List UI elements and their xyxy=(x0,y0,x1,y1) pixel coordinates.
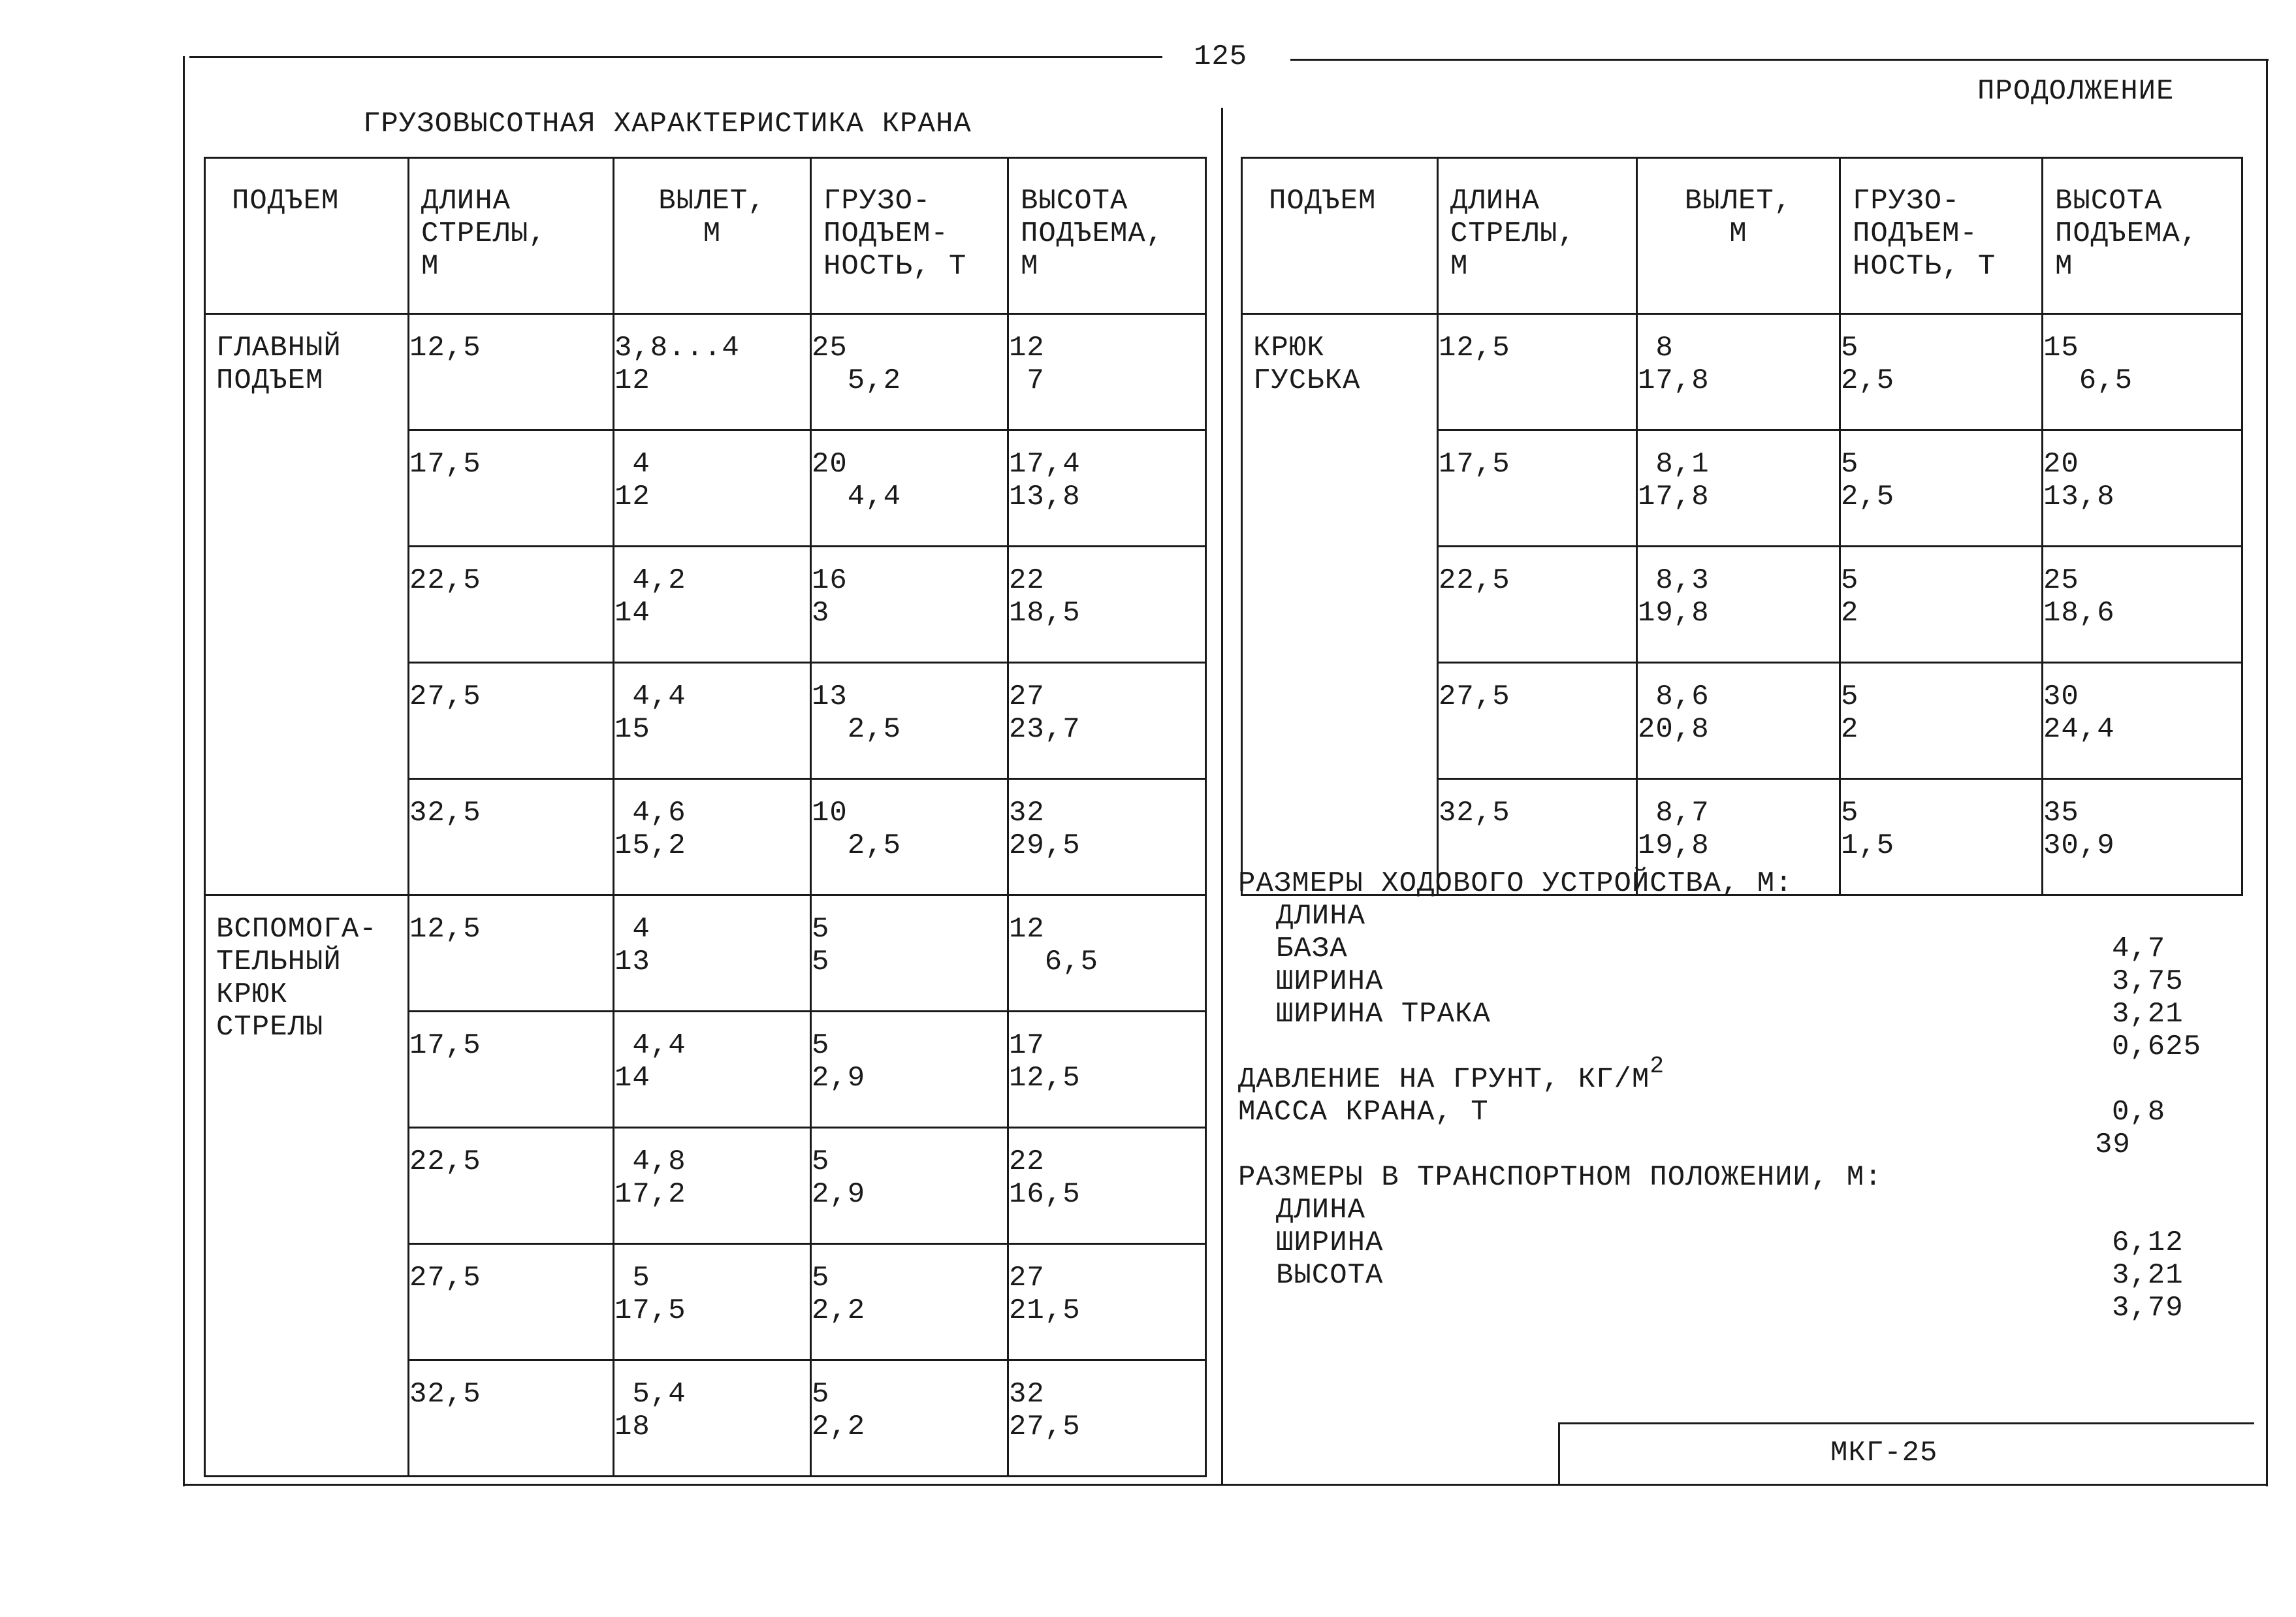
capacity-cell: 5 2,5 xyxy=(1840,314,2043,430)
header-capacity: ГРУЗО- ПОДЪЕМ- НОСТЬ, Т xyxy=(811,158,1008,314)
model-box-left xyxy=(1558,1422,1560,1485)
reach-cell: 5 17,5 xyxy=(614,1244,811,1360)
reach-cell: 8,7 19,8 xyxy=(1637,779,1840,895)
reach-cell: 5,4 18 xyxy=(614,1360,811,1477)
height-cell: 30 24,4 xyxy=(2043,663,2242,779)
boom-length-cell: 12,5 xyxy=(409,314,614,430)
header-reach: ВЫЛЕТ, М xyxy=(614,158,811,314)
boom-length-cell: 32,5 xyxy=(409,1360,614,1477)
spec-label: БАЗА xyxy=(1276,933,1348,965)
model-label: МКГ-25 xyxy=(1830,1437,1938,1469)
spec-value: 3,21 xyxy=(2112,1259,2184,1292)
height-cell: 20 13,8 xyxy=(2043,430,2242,547)
capacity-cell: 5 2 xyxy=(1840,663,2043,779)
boom-length-cell: 27,5 xyxy=(1438,663,1637,779)
boom-length-cell: 27,5 xyxy=(409,663,614,779)
spec-value: 3,79 xyxy=(2112,1292,2184,1324)
capacity-cell: 5 2,2 xyxy=(811,1360,1008,1477)
boom-length-cell: 22,5 xyxy=(409,547,614,663)
table-row xyxy=(1242,314,2242,430)
frame-top-left xyxy=(189,56,1162,58)
pressure-exponent: 2 xyxy=(1650,1053,1665,1080)
capacity-cell: 5 5 xyxy=(811,895,1008,1012)
header-lift: ПОДЪЕМ xyxy=(205,158,409,314)
header-height: ВЫСОТА ПОДЪЕМА, М xyxy=(2043,158,2242,314)
capacity-cell: 25 5,2 xyxy=(811,314,1008,430)
height-cell: 17 12,5 xyxy=(1008,1012,1206,1128)
boom-length-cell: 12,5 xyxy=(1438,314,1637,430)
height-cell: 12 7 xyxy=(1008,314,1206,430)
header-height: ВЫСОТА ПОДЪЕМА, М xyxy=(1008,158,1206,314)
capacity-cell: 16 3 xyxy=(811,547,1008,663)
boom-length-cell: 27,5 xyxy=(409,1244,614,1360)
spec-label: ШИРИНА ТРАКА xyxy=(1276,998,1491,1031)
transport-title: РАЗМЕРЫ В ТРАНСПОРТНОМ ПОЛОЖЕНИИ, М: xyxy=(1238,1161,1883,1194)
capacity-cell: 13 2,5 xyxy=(811,663,1008,779)
mass-value: 39 xyxy=(2095,1129,2131,1161)
reach-cell: 4 13 xyxy=(614,895,811,1012)
header-capacity: ГРУЗО- ПОДЪЕМ- НОСТЬ, Т xyxy=(1840,158,2043,314)
group-auxiliary-hook: ВСПОМОГА- ТЕЛЬНЫЙ КРЮК СТРЕЛЫ xyxy=(205,895,409,1477)
header-boom-length: ДЛИНА СТРЕЛЫ, М xyxy=(409,158,614,314)
reach-cell: 4 12 xyxy=(614,430,811,547)
pressure-label-text: ДАВЛЕНИЕ НА ГРУНТ, КГ/М xyxy=(1238,1063,1650,1096)
capacity-cell: 5 2,9 xyxy=(811,1012,1008,1128)
reach-cell: 4,4 14 xyxy=(614,1012,811,1128)
capacity-cell: 10 2,5 xyxy=(811,779,1008,895)
header-lift: ПОДЪЕМ xyxy=(1242,158,1438,314)
mass-label: МАССА КРАНА, Т xyxy=(1238,1096,1489,1129)
group-main-lift: ГЛАВНЫЙ ПОДЪЕМ xyxy=(205,314,409,895)
spec-label: ДЛИНА xyxy=(1276,1194,1366,1226)
reach-cell: 8,1 17,8 xyxy=(1637,430,1840,547)
group-jib-hook: КРЮК ГУСЬКА xyxy=(1242,314,1438,895)
boom-length-cell: 17,5 xyxy=(409,430,614,547)
reach-cell: 8,6 20,8 xyxy=(1637,663,1840,779)
spec-value: 3,21 xyxy=(2112,998,2184,1031)
boom-length-cell: 17,5 xyxy=(1438,430,1637,547)
spec-value: 3,75 xyxy=(2112,965,2184,998)
frame-left xyxy=(183,56,185,1486)
header-boom-length: ДЛИНА СТРЕЛЫ, М xyxy=(1438,158,1637,314)
capacity-cell: 5 2,5 xyxy=(1840,430,2043,547)
reach-cell: 4,6 15,2 xyxy=(614,779,811,895)
header-reach: ВЫЛЕТ, М xyxy=(1637,158,1840,314)
model-box-top xyxy=(1558,1422,2254,1424)
table-row xyxy=(205,895,1206,1012)
boom-length-cell: 32,5 xyxy=(1438,779,1637,895)
pressure-value: 0,8 xyxy=(2112,1096,2166,1129)
spec-label: ШИРИНА xyxy=(1276,1226,1384,1259)
height-cell: 25 18,6 xyxy=(2043,547,2242,663)
frame-bottom xyxy=(183,1484,2268,1486)
height-cell: 32 27,5 xyxy=(1008,1360,1206,1477)
boom-length-cell: 22,5 xyxy=(409,1128,614,1244)
frame-right xyxy=(2266,59,2268,1486)
reach-cell: 4,4 15 xyxy=(614,663,811,779)
height-cell: 17,4 13,8 xyxy=(1008,430,1206,547)
spec-label: ДЛИНА xyxy=(1276,900,1366,933)
frame-top-right xyxy=(1290,59,2269,61)
height-cell: 12 6,5 xyxy=(1008,895,1206,1012)
boom-length-cell: 32,5 xyxy=(409,779,614,895)
reach-cell: 4,2 14 xyxy=(614,547,811,663)
reach-cell: 8 17,8 xyxy=(1637,314,1840,430)
capacity-cell: 5 2 xyxy=(1840,547,2043,663)
crane-specs xyxy=(1238,835,2202,1324)
reach-cell: 4,8 17,2 xyxy=(614,1128,811,1244)
height-cell: 22 18,5 xyxy=(1008,547,1206,663)
left-load-table xyxy=(204,157,1207,1477)
spec-label: ШИРИНА xyxy=(1276,965,1384,998)
boom-length-cell: 22,5 xyxy=(1438,547,1637,663)
height-cell: 22 16,5 xyxy=(1008,1128,1206,1244)
capacity-cell: 20 4,4 xyxy=(811,430,1008,547)
page-title: ГРУЗОВЫСОТНАЯ ХАРАКТЕРИСТИКА КРАНА xyxy=(363,108,972,140)
spec-value: 0,625 xyxy=(2112,1031,2202,1063)
height-cell: 15 6,5 xyxy=(2043,314,2242,430)
frame-center-divider xyxy=(1221,108,1223,1484)
spec-label: ВЫСОТА xyxy=(1276,1259,1384,1292)
capacity-cell: 5 2,9 xyxy=(811,1128,1008,1244)
capacity-cell: 5 2,2 xyxy=(811,1244,1008,1360)
boom-length-cell: 12,5 xyxy=(409,895,614,1012)
boom-length-cell: 17,5 xyxy=(409,1012,614,1128)
page-number: 125 xyxy=(1194,40,1248,73)
spec-value: 6,12 xyxy=(2112,1226,2184,1259)
table-header-row xyxy=(1242,158,2242,314)
reach-cell: 8,3 19,8 xyxy=(1637,547,1840,663)
table-row xyxy=(205,314,1206,430)
transport-title-row xyxy=(1238,1129,1883,1194)
right-load-table xyxy=(1241,157,2243,896)
spec-value: 4,7 xyxy=(2112,933,2166,965)
height-cell: 32 29,5 xyxy=(1008,779,1206,895)
height-cell: 27 21,5 xyxy=(1008,1244,1206,1360)
undercarriage-title: РАЗМЕРЫ ХОДОВОГО УСТРОЙСТВА, М: xyxy=(1238,867,1793,900)
height-cell: 35 30,9 xyxy=(2043,779,2242,895)
undercarriage-title-row xyxy=(1238,835,1793,900)
height-cell: 27 23,7 xyxy=(1008,663,1206,779)
reach-cell: 3,8...4 12 xyxy=(614,314,811,430)
table-header-row xyxy=(205,158,1206,314)
continuation-label: ПРОДОЛЖЕНИЕ xyxy=(1977,75,2175,108)
capacity-cell: 5 1,5 xyxy=(1840,779,2043,895)
